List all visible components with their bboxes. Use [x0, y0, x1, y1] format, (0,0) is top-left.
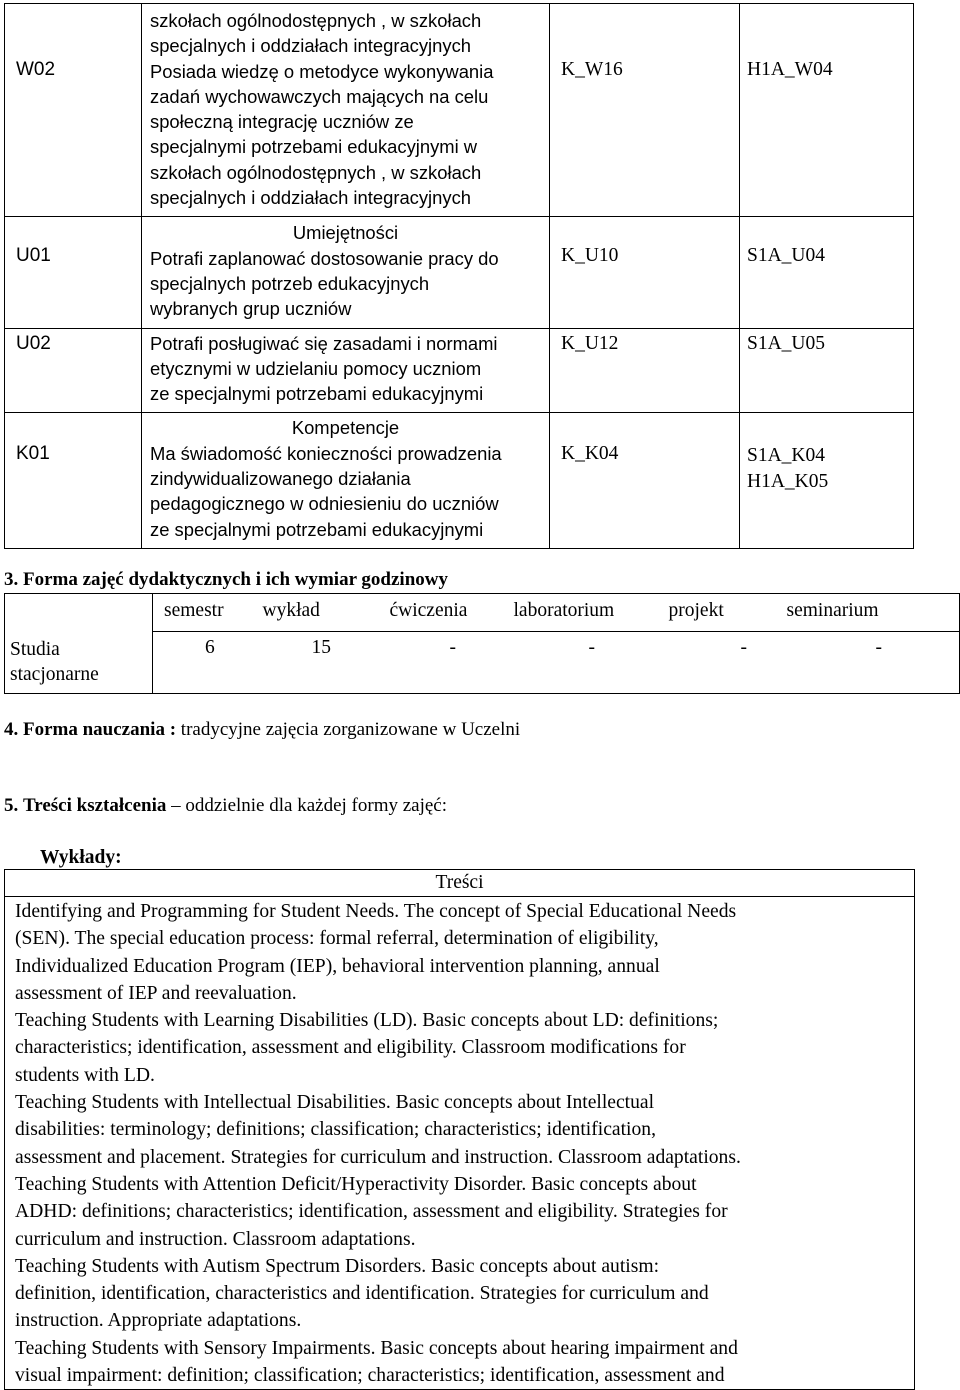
content-line: ADHD: definitions; characteristics; identification, assessment and eligibility. Strategies for — [15, 1201, 728, 1223]
direction-outcome — [550, 413, 740, 548]
table-header-cell — [784, 594, 960, 632]
desc-line: Potrafi zaplanować dostosowanie pracy do — [150, 247, 499, 269]
outcome-code — [5, 328, 142, 413]
outcome-code-text: U01 — [16, 245, 51, 267]
table-row — [5, 594, 960, 632]
outcome-description — [142, 217, 550, 328]
area-code: S1A_K04 — [747, 445, 826, 467]
column-header: seminarium — [786, 600, 879, 621]
content-line: characteristics; identification, assessment and eligibility. Classroom modifications for — [15, 1037, 686, 1059]
direction-code: K_W16 — [561, 59, 623, 80]
outcome-code — [5, 4, 142, 217]
content-line: Teaching Students with Attention Deficit/Hyperactivity Disorder. Basic concepts about — [15, 1173, 697, 1195]
section-text: – oddzielnie dla każdej formy zajęć: — [171, 795, 448, 816]
section-5-heading — [4, 795, 447, 817]
column-header: laboratorium — [513, 600, 615, 621]
table-row — [5, 632, 960, 694]
section-text: tradycyjne zajęcia zorganizowane w Uczelni — [180, 719, 521, 740]
desc-line: Ma świadomość konieczności prowadzenia — [150, 442, 502, 464]
column-header: projekt — [668, 600, 724, 621]
hours-table — [4, 593, 960, 694]
table-row — [5, 4, 914, 217]
desc-line: Potrafi posługiwać się zasadami i normami — [150, 332, 498, 354]
area-outcome — [740, 217, 914, 328]
content-line: students with LD. — [15, 1064, 155, 1086]
desc-line: Posiada wiedzę o metodyce wykonywania — [150, 60, 494, 82]
content-line: instruction. Appropriate adaptations. — [15, 1310, 302, 1332]
table-header-cell — [153, 594, 249, 632]
content-line: definition, identification, characteristics and identification. Strategies for curriculum and — [15, 1283, 709, 1305]
table-header-cell — [504, 594, 659, 632]
direction-outcome — [550, 328, 740, 413]
table-cell — [504, 632, 659, 694]
table-cell — [373, 632, 504, 694]
outcome-code-text: U02 — [16, 332, 51, 354]
cell-value: 15 — [311, 637, 331, 658]
row-label — [5, 632, 153, 694]
desc-line: specjalnych i oddziałach integracyjnych — [150, 35, 471, 57]
outcome-code — [5, 217, 142, 328]
row-label-line: stacjonarne — [10, 663, 99, 685]
direction-code: K_U12 — [561, 332, 619, 354]
direction-code: K_K04 — [561, 443, 619, 465]
table-header-cell — [249, 594, 373, 632]
content-line: curriculum and instruction. Classroom adaptations. — [15, 1228, 416, 1250]
learning-outcomes-table — [4, 3, 914, 549]
desc-line: specjalnymi potrzebami edukacyjnymi w — [150, 136, 478, 158]
desc-line: specjalnych potrzeb edukacyjnych — [150, 272, 430, 294]
section-title: Treści kształcenia — [23, 795, 167, 816]
table-cell — [249, 632, 373, 694]
outcome-code — [5, 413, 142, 548]
desc-line: ze specjalnymi potrzebami edukacyjnymi — [150, 518, 484, 540]
area-code: H1A_W04 — [747, 59, 833, 80]
skills-header: Umiejętności — [292, 222, 399, 244]
lectures-label — [40, 847, 122, 869]
content-line: disabilities: terminology; definitions; classification; characteristics; identification, — [15, 1119, 656, 1141]
lectures-label-text: Wykłady: — [40, 847, 122, 868]
section-title: Forma zajęć dydaktycznych i ich wymiar godzinowy — [23, 569, 448, 590]
content-line: Individualized Education Program (IEP), behavioral intervention planning, annual — [15, 955, 660, 977]
cell-value: - — [588, 637, 595, 658]
area-outcome — [740, 328, 914, 413]
content-line: Identifying and Programming for Student Needs. The concept of Special Educational Needs — [15, 901, 737, 922]
content-line: Teaching Students with Intellectual Disabilities. Basic concepts about Intellectual — [15, 1092, 655, 1114]
outcome-code-text: K01 — [16, 443, 50, 465]
desc-line: społeczną integrację uczniów ze — [150, 111, 414, 133]
direction-outcome — [550, 217, 740, 328]
content-line: visual impairment: definition; classification; characteristics; identification, assessment and — [15, 1365, 725, 1387]
cell-value: - — [740, 637, 747, 658]
table-cell — [784, 632, 960, 694]
row-label-line: Studia — [10, 638, 60, 660]
table-header-cell — [5, 594, 153, 632]
cell-value: - — [875, 637, 882, 658]
desc-line: szkołach ogólnodostępnych , w szkołach — [150, 10, 482, 31]
table-header-cell — [659, 594, 784, 632]
area-outcome — [740, 413, 914, 548]
section-number: 3. — [4, 569, 19, 590]
table-row — [5, 217, 914, 328]
column-header: semestr — [164, 600, 224, 621]
desc-line: wybranych grup uczniów — [150, 298, 352, 320]
column-header: wykład — [262, 600, 320, 621]
desc-line: zindywidualizowanego działania — [150, 468, 411, 490]
desc-line: szkołach ogólnodostępnych , w szkołach — [150, 161, 482, 183]
section-title: Forma nauczania : — [23, 719, 177, 740]
table-row — [5, 328, 914, 413]
table-cell — [659, 632, 784, 694]
section-number: 4. — [4, 719, 19, 740]
cell-value: - — [449, 637, 456, 658]
content-line: (SEN). The special education process: formal referral, determination of eligibility, — [15, 928, 659, 950]
area-code: S1A_U05 — [747, 332, 826, 354]
table-row — [5, 413, 914, 548]
section-number: 5. — [4, 795, 19, 816]
content-line: assessment of IEP and reevaluation. — [15, 982, 297, 1004]
outcome-code-text: W02 — [16, 59, 56, 80]
outcome-description — [142, 4, 550, 217]
content-header: Treści — [5, 870, 914, 897]
desc-line: zadań wychowawczych mających na celu — [150, 85, 489, 107]
content-body — [5, 897, 914, 1389]
content-line: Teaching Students with Sensory Impairments. Basic concepts about hearing impairment and — [15, 1337, 738, 1359]
content-line: assessment and placement. Strategies for curriculum and instruction. Classroom adaptations. — [15, 1146, 741, 1168]
area-outcome — [740, 4, 914, 217]
desc-line: etycznymi w udzielaniu pomocy uczniom — [150, 357, 482, 379]
outcome-description — [142, 328, 550, 413]
cell-value: 6 — [205, 637, 215, 658]
column-header: ćwiczenia — [389, 600, 468, 621]
area-code: H1A_K05 — [747, 471, 829, 493]
area-code: S1A_U04 — [747, 245, 826, 267]
table-header-cell — [373, 594, 504, 632]
content-line: Teaching Students with Autism Spectrum Disorders. Basic concepts about autism: — [15, 1255, 660, 1277]
outcome-description — [142, 413, 550, 548]
direction-code: K_U10 — [561, 245, 619, 267]
section-3-heading — [4, 569, 448, 591]
content-line: Teaching Students with Learning Disabilities (LD). Basic concepts about LD: definitions; — [15, 1010, 719, 1032]
desc-line: pedagogicznego w odniesieniu do uczniów — [150, 493, 499, 515]
lecture-content-box — [4, 869, 915, 1390]
desc-line: specjalnych i oddziałach integracyjnych — [150, 187, 471, 209]
section-4-heading — [4, 719, 520, 741]
table-cell — [153, 632, 249, 694]
desc-line: ze specjalnymi potrzebami edukacyjnymi — [150, 383, 484, 405]
competence-header: Kompetencje — [291, 417, 400, 439]
direction-outcome — [550, 4, 740, 217]
